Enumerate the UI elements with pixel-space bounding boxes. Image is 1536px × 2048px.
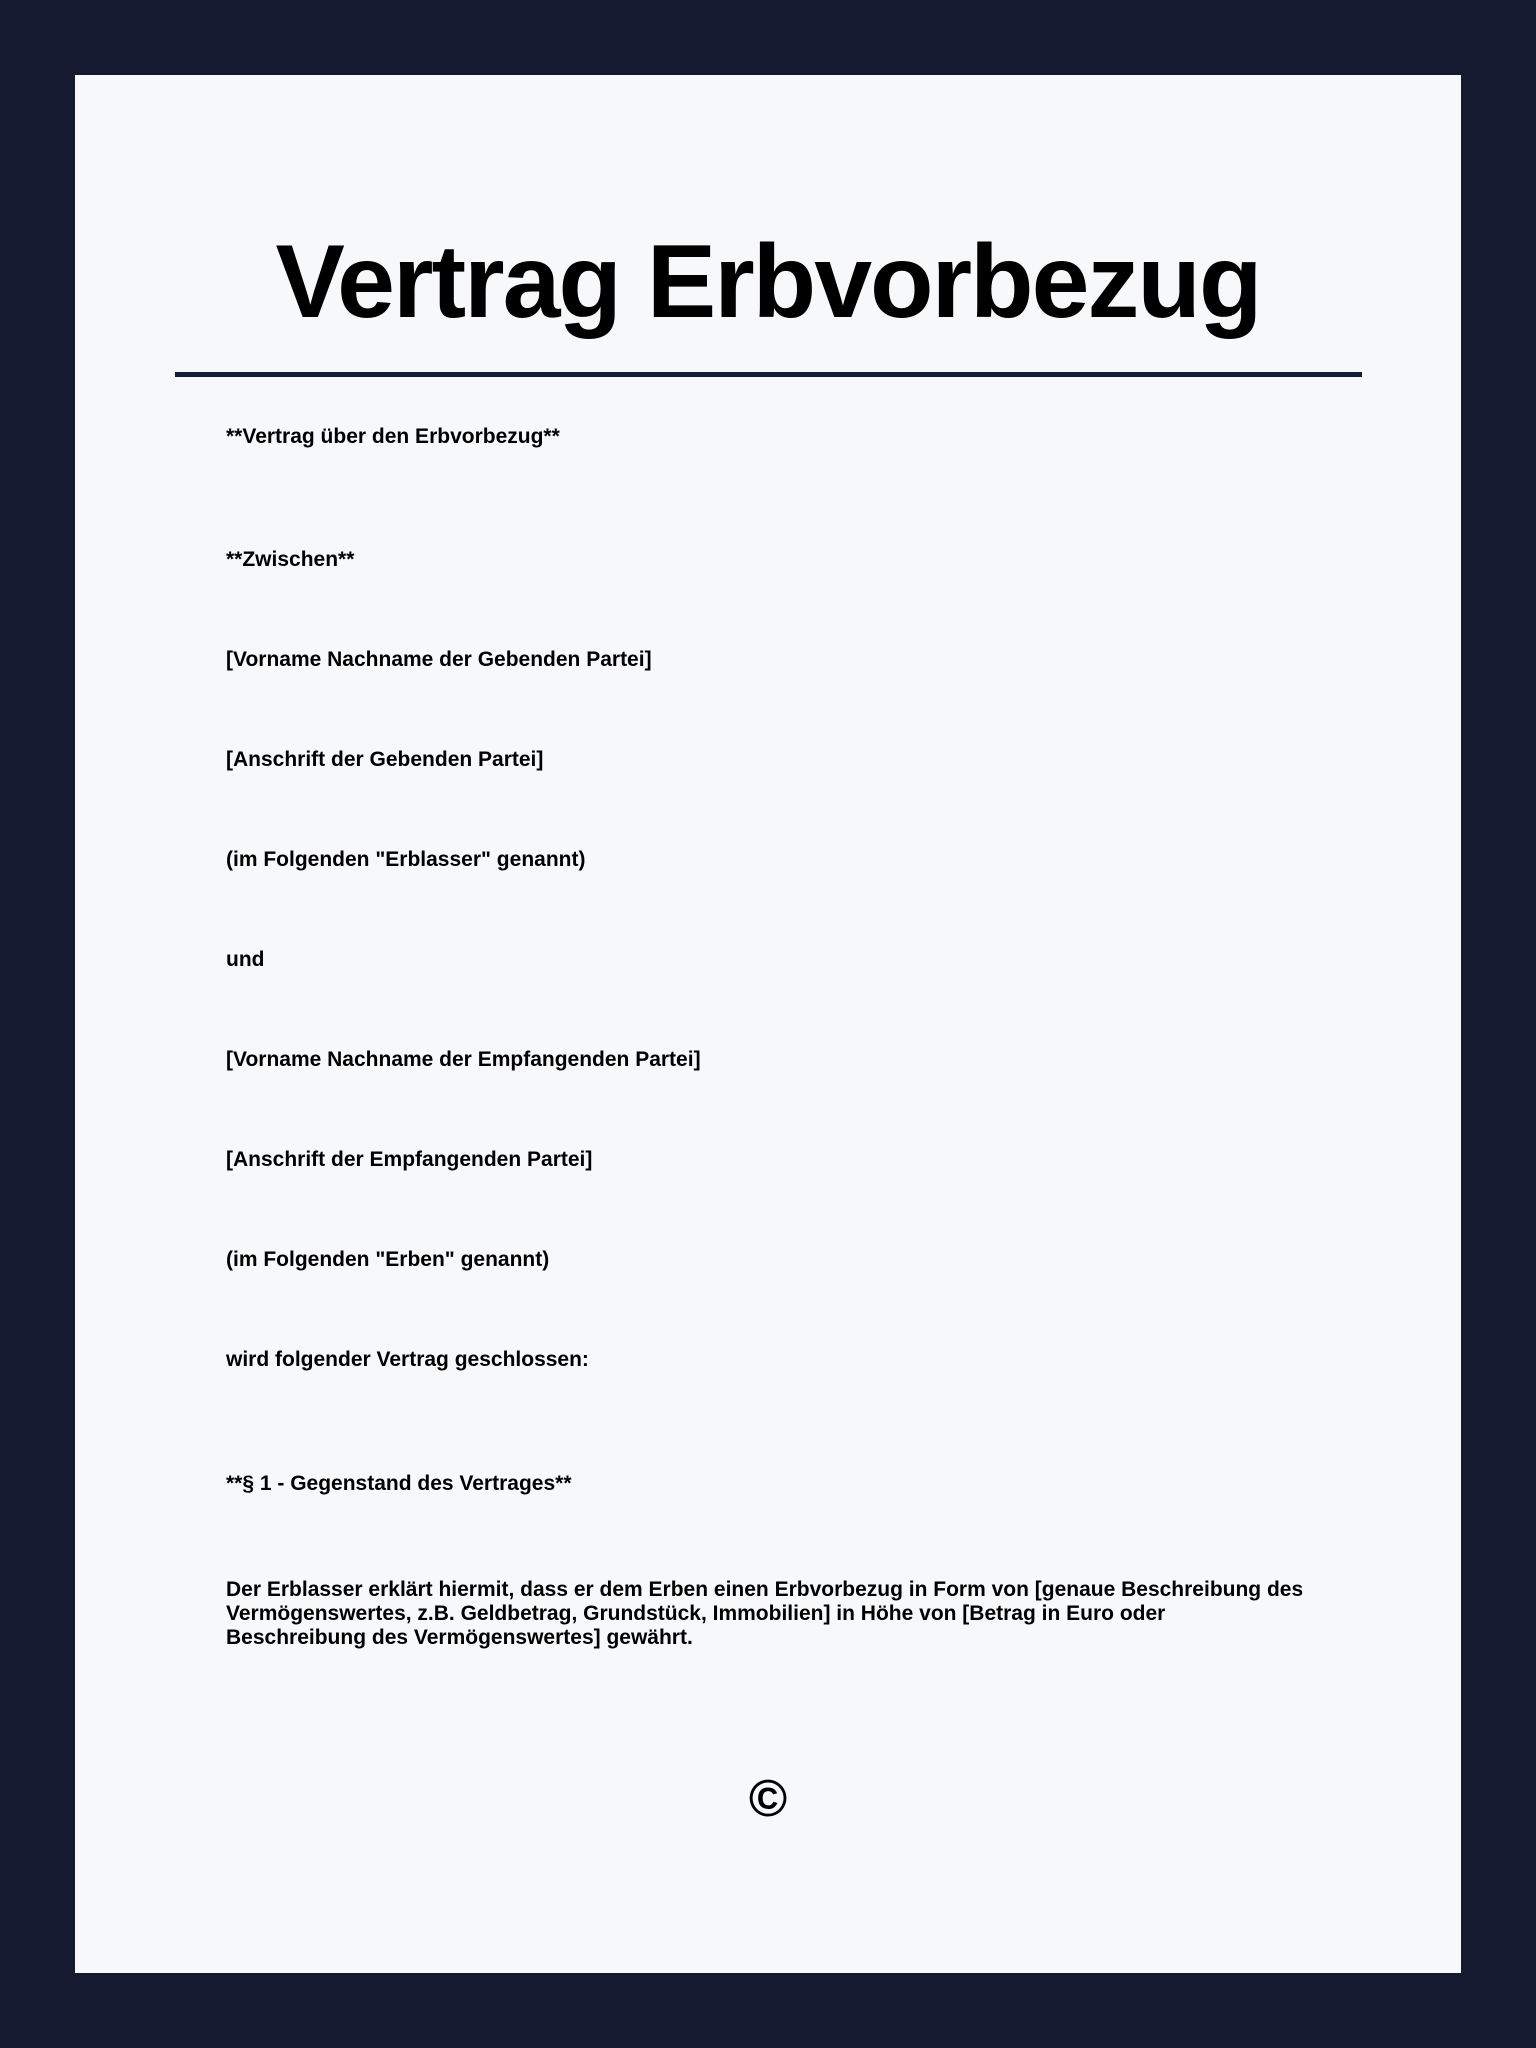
giver-alias-line: (im Folgenden "Erblasser" genannt) [226, 848, 586, 871]
page-title: Vertrag Erbvorbezug [275, 224, 1261, 340]
section1-heading: **§ 1 - Gegenstand des Vertrages** [226, 1472, 572, 1495]
contract-heading: **Vertrag über den Erbvorbezug** [226, 425, 560, 448]
document-body [226, 425, 1310, 1828]
receiver-name-placeholder: [Vorname Nachname der Empfangenden Partei] [226, 1048, 701, 1071]
receiver-alias-line: (im Folgenden "Erben" genannt) [226, 1248, 550, 1271]
conjunction-line: und [226, 948, 265, 971]
giver-address-placeholder: [Anschrift der Gebenden Partei] [226, 748, 544, 771]
receiver-address-placeholder: [Anschrift der Empfangenden Partei] [226, 1148, 593, 1171]
section1-text: Der Erblasser erklärt hiermit, dass er dem Erben einen Erbvorbezug in Form von [genaue Beschreibung des Vermögenswertes, z.B. Geldbetrag, Grundstück, Immobilien] in Höhe von [Betrag in Euro oder Beschreibung des Vermögenswertes] gewährt. [226, 1578, 1304, 1649]
copyright-icon: © [748, 1770, 788, 1828]
closing-intro-line: wird folgender Vertrag geschlossen: [226, 1348, 589, 1371]
giver-name-placeholder: [Vorname Nachname der Gebenden Partei] [226, 648, 652, 671]
title-divider [175, 372, 1362, 377]
between-label: **Zwischen** [226, 548, 355, 571]
document-page [75, 75, 1461, 1973]
